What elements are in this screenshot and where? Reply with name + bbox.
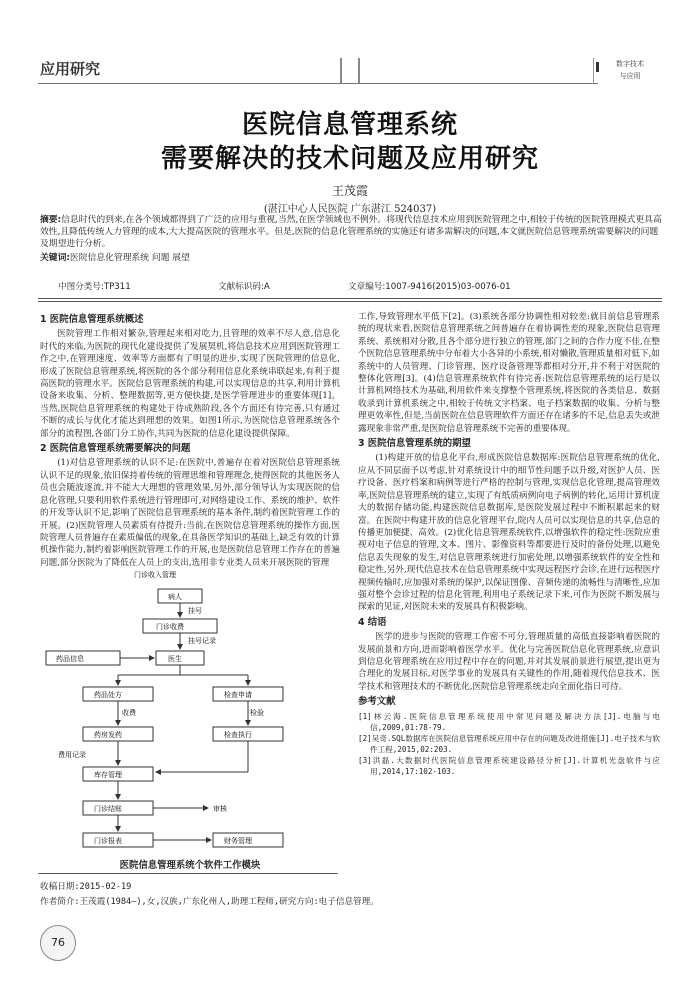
abstract bbox=[40, 214, 665, 264]
logo-line-1: 数字技术 bbox=[616, 60, 644, 68]
author: 王茂霞 bbox=[331, 184, 368, 198]
meta-rule bbox=[38, 298, 662, 299]
section-4-heading: 4 结语 bbox=[358, 616, 387, 628]
node-drug-query-label: 药品处方 bbox=[94, 691, 122, 699]
title-line-2: 需要解决的技术问题及应用研究 bbox=[160, 144, 539, 174]
author-bio: 作者简介:王茂霞(1984—),女,汉族,广东化州人,助理工程师,研究方向:电子信息管理。 bbox=[40, 897, 379, 907]
section-4-paragraph: 医学的进步与医院的管理工作密不可分,管理质量的高低直接影响着医院的发展前景和方向,进而影响着医学水平。优化与完善医院信息化管理系统,应意识到信息化管理系统在应用过程中存在的问题,并对其发展前景进行展望,提出更为合理化的发展目标,对医学事业的发展具有关键性的作用,随着现代信息技术、医学技术和管理技术的不断优化,医院信息管理系统走向全面化指日可待。 bbox=[358, 632, 660, 692]
node-pay-record-label: 费用记录 bbox=[58, 751, 86, 759]
article-meta bbox=[58, 280, 658, 292]
node-register-label: 挂号 bbox=[188, 607, 202, 615]
section-2-continued: 工作,导致管理水平低下[2]。(3)系统各部分协调性相对较差:就目前信息管理系统的现状来看,医院信息管理系统之间普遍存在着协调性差的现象,医院信息管理系统、系统相对分散,且各个部分进行独立的管理,部门之间的合作力度不佳,在整个医院信息管理系统中分布着大小各异的小系统,相对懒散,管理质量相对低下,如系统中的人员管理、门诊管理、医疗设备管理等都相对分开,并不利于对医院的整体化管理[3]。(4)信息管理系统软件有待完善:医院信息管理系统的运行是以计算机网络技术为基础,利用软件来支撑整个管理系统,将医院的各类信息、数据收录到计算机系统之中,相较于传统文字档案、电子档案数据的收集、分析与整理更效率性,但是,当前医院在信息管理软件方面还存在诸多的不足,信息丢失或泄露现象非常严重,是医院信息管理系统不完善的重要体现。 bbox=[358, 312, 660, 434]
reference-item: [2]吴奇.SQL数据库在医院信息管理系统应用中存在的问题及改进措施[J].电子技术与软件工程,2015,02:203. bbox=[358, 733, 660, 754]
node-pharmacy-label: 药房发药 bbox=[94, 731, 122, 739]
section-2-heading: 2 医院信息管理系统需要解决的问题 bbox=[40, 443, 191, 455]
reference-item: [3]洪磊.大数据时代医院信息管理系统建设路径分析[J].计算机光盘软件与应用,2014,17:102-103. bbox=[358, 755, 660, 776]
section-3-heading: 3 医院信息管理系统的期望 bbox=[358, 438, 471, 450]
section-3-paragraph: (1)构建开放的信息化平台,形成医院信息数据库:医院信息管理系统的优化,应从不同层面予以考虑,针对系统设计中的细节性问题予以升级,对医护人员、医疗设备、医疗档案和病例等进行严格的控制与管理,实现信息化管理,提高管理效率,医院信息管理系统的建立,实现了有纸质病例向电子病例的转化,运用计算机庞大的数据存储功能,构建医院信息数据库,是医院发展过程中不断积累起来的财富。在医院中构建开放的信息化管理平台,院内人员可以实现信息的共享,信息的传播更加便捷、高效。(2)优化信息管理系统软件,以增强软件的稳定性:医院应重视对电子信息的管理,文本、图片、影像资料等都要进行及时的备份处理,以避免信息丢失现象的发生,对信息管理系统进行加密处理,以增强系统软件的安全性和稳定性,另外,现代信息技术在信息管理系统中实现远程医疗会诊,在进行远程医疗视频传输时,应加强对系统的保护,以保证图像、音频传递的流畅性与清晰性,应加强对整个会诊过程的信息化管理,利用电子系统记录下来,可作为医院不断发展与探索的见证,对医院未来的发展具有积极影响。 bbox=[358, 453, 660, 613]
left-column bbox=[40, 311, 340, 569]
received-date: 收稿日期:2015-02-19 bbox=[40, 882, 132, 892]
title-line-1: 医院信息管理系统 bbox=[241, 110, 458, 140]
node-lab-label: 检查执行 bbox=[224, 731, 252, 739]
node-exam-label: 检验 bbox=[250, 709, 264, 717]
footnote-rule bbox=[38, 873, 338, 874]
figure-caption: 医院信息管理系统个软件工作模块 bbox=[119, 860, 261, 871]
node-pay-label: 收费 bbox=[122, 709, 136, 717]
abstract-text: 信息时代的到来,在各个领域都得到了广泛的应用与重视,当然,在医学领域也不例外。将现代信息技术应用到医院管理之中,相较于传统的医院管理模式更具高效性,且降低传统人力管理的成本,大大提高医院的管理水平。但是,医院的信息化管理系统的实施还有诸多需解决的问题,本文就医院信息管理系统需要解决的问题及期望进行分析。 bbox=[40, 215, 662, 249]
affiliation: (湛江中心人民医院 广东湛江 524037) bbox=[263, 204, 437, 215]
references-heading: 参考文献 bbox=[358, 696, 396, 708]
article-number: 文章编号:1007-9416(2015)03-0076-01 bbox=[348, 282, 511, 292]
node-report-label: 门诊报表 bbox=[94, 837, 122, 845]
section-2-paragraph: (1)对信息管理系统的认识不足:在医院中,普遍存在着对医院信息管理系统认识不足的现象,依旧保持着传统的管理思维和管理理念,使得医院的其他医务人员也会随波逐流,并不能大大理想的管理效果,另外,部分领导认为实现医院的信息化管理,只要利用软件系统进行管理即可,对网络建设工作、系统的维护、软件的开发等认识不足,影响了医院信息管理系统的基本条件,制约着医院管理工作的开展。(2)医院管理人员素质有待提升:当前,在医院信息管理系统的操作方面,医院管理人员普遍存在素质偏低的现象,在具备医学知识的基础上,缺乏有效的计算机操作能力,制约着影响医院管理工作的开展,也是医院信息管理工作存在的普遍问题,部分医院为了降低在人员上的支出,选用非专业类人员来开展医院的管理 bbox=[40, 458, 340, 568]
keywords-label: 关键词: bbox=[40, 253, 70, 263]
abstract-label: 摘要: bbox=[40, 215, 62, 225]
node-doctor-label: 医生 bbox=[168, 655, 182, 663]
node-charge-label: 门诊收费 bbox=[156, 623, 184, 631]
fig-top-label: 门诊收入管理 bbox=[134, 571, 176, 579]
footnote bbox=[40, 880, 660, 910]
meta-rule-2 bbox=[38, 301, 662, 302]
header-divider bbox=[340, 58, 360, 84]
references-list bbox=[358, 711, 660, 777]
header-rule bbox=[38, 83, 598, 84]
page-number: 76 bbox=[40, 925, 76, 961]
section-1-paragraph: 医院管理工作相对繁杂,管理起来相对吃力,且管理的效率不尽人意,信息化时代的来临,为医院的现代化建设提供了发展契机,将信息技术应用到医院管理工作之中,在管理速度、效率等方面都有了明显的进步,实现了医院管理的信息化,形成了医院信息管理系统,将医院的各个部分利用信息化系统串联起来,有利于提高医院的管理水平。医院信息管理系统的构建,可以实现信息的共享,利用计算机设备来收集、分析、整理数据等,更方便快捷,是医学管理进步的重要体现[1]。当然,医院信息管理系统的构建处于待成熟阶段,各个方面还有待完善,只有通过不断的成长与优化才能达到理想的效果。如图1所示,为医院信息管理系统各个部分的流程图,各部门分工协作,共同为医院的信息化建设提供保障。 bbox=[40, 329, 340, 439]
logo-line-2: 与应用 bbox=[619, 72, 641, 80]
journal-column-label: 应用研究 bbox=[40, 60, 101, 78]
header-divider-right bbox=[593, 58, 594, 84]
node-inventory-label: 库存管理 bbox=[94, 771, 122, 779]
node-patient-label: 病人 bbox=[168, 593, 182, 601]
flowchart-figure bbox=[38, 567, 340, 867]
node-drug-info-label: 药品信息 bbox=[56, 655, 84, 663]
node-finance-label: 财务管理 bbox=[224, 837, 252, 845]
clc-number: 中图分类号:TP311 bbox=[58, 282, 131, 292]
node-reg-record-label: 挂号记录 bbox=[188, 637, 216, 645]
keywords-text: 医院信息化管理系统 问题 展望 bbox=[69, 253, 190, 263]
document-code: 文献标识码:A bbox=[218, 282, 270, 292]
node-audit-label: 审核 bbox=[213, 805, 227, 813]
right-column bbox=[358, 311, 660, 777]
node-settle-label: 门诊结账 bbox=[94, 805, 122, 813]
reference-item: [1]林云海.医院信息管理系统使用中常见问题及解决方法[J].电脑与电信,2009,01:78-79. bbox=[358, 711, 660, 732]
section-1-heading: 1 医院信息管理系统概述 bbox=[40, 314, 144, 325]
node-check-label: 检查申请 bbox=[224, 691, 252, 699]
journal-logo bbox=[600, 58, 660, 84]
